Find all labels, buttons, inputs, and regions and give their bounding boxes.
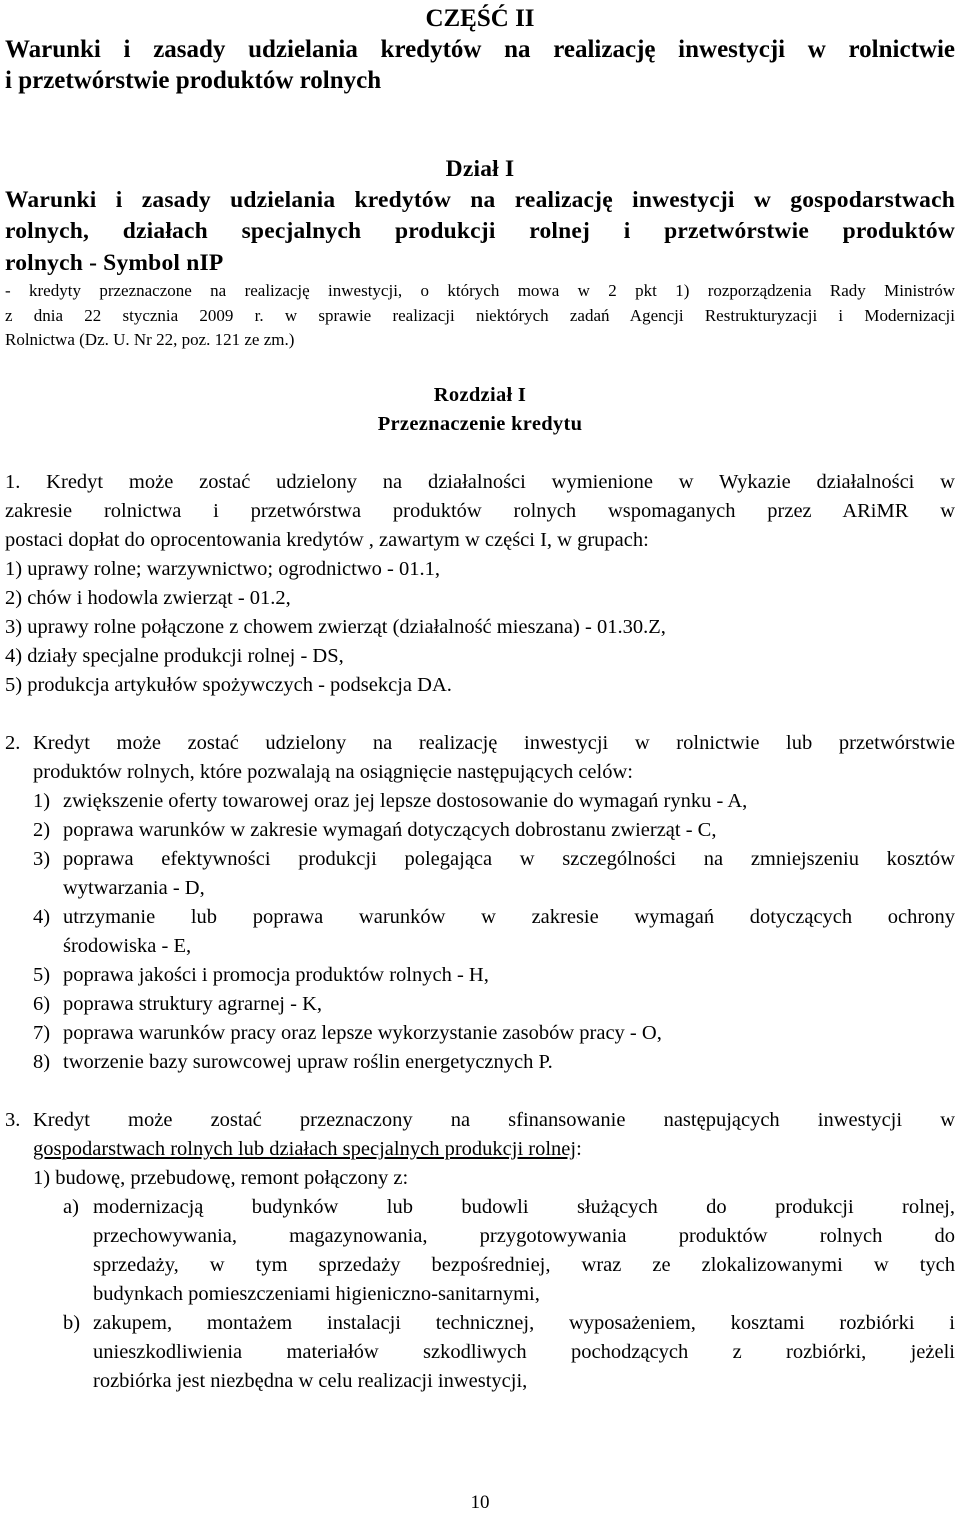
- p1-item-1: 1) uprawy rolne; warzywnictwo; ogrodnictwo - 01.1,: [5, 558, 440, 580]
- section-subtitle-line-3: rolnych - Symbol nIP: [5, 250, 224, 276]
- note-line-2: z dnia 22 stycznia 2009 r. w sprawie realizacji niektórych zadań Agencji Restrukturyzacji i Modernizacji: [5, 306, 955, 325]
- p3-number: 3.: [5, 1109, 21, 1131]
- p2-item-5: poprawa jakości i promocja produktów rolnych - H,: [63, 964, 489, 986]
- p2-item-6-number: 6): [33, 993, 51, 1015]
- page-number: 10: [470, 1492, 490, 1513]
- p3-item-1: 1) budowę, przebudowę, remont połączony z:: [33, 1167, 409, 1189]
- p2-item-3-number: 3): [33, 848, 51, 870]
- p2-item-3-line-2: wytwarzania - D,: [63, 877, 205, 899]
- p2-item-5-number: 5): [33, 964, 51, 986]
- p2-line-2: produktów rolnych, które pozwalają na osiągnięcie następujących celów:: [33, 761, 633, 783]
- p2-item-8: tworzenie bazy surowcowej upraw roślin energetycznych P.: [63, 1051, 553, 1073]
- p2-item-6: poprawa struktury agrarnej - K,: [63, 993, 323, 1015]
- p1-item-4: 4) działy specjalne produkcji rolnej - DS,: [5, 645, 344, 667]
- p3-subitem-a-letter: a): [63, 1196, 79, 1218]
- p3-line-2: [33, 1139, 960, 1160]
- note-line-1: - kredyty przeznaczone na realizację inwestycji, o których mowa w 2 pkt 1) rozporządzenia Rady Ministrów: [5, 281, 955, 300]
- p2-item-1: zwiększenie oferty towarowej oraz jej lepsze dostosowanie do wymagań rynku - A,: [63, 790, 748, 812]
- part-title: CZĘŚĆ II: [425, 5, 535, 32]
- chapter-title: Rozdział I: [433, 384, 527, 406]
- p1-item-3: 3) uprawy rolne połączone z chowem zwierząt (działalność mieszana) - 01.30.Z,: [5, 616, 666, 638]
- p2-item-8-number: 8): [33, 1051, 51, 1073]
- chapter-subtitle: Przeznaczenie kredytu: [377, 413, 583, 435]
- p2-item-2: poprawa warunków w zakresie wymagań dotyczących dobrostanu zwierząt - C,: [63, 819, 717, 841]
- p3-subitem-b-letter: b): [63, 1312, 81, 1334]
- p3-underlined-phrase: gospodarstwach rolnych lub działach specjalnych produkcji rolnej: [33, 1138, 577, 1160]
- section-subtitle-line-1: Warunki i zasady udzielania kredytów na realizację inwestycji w gospodarstwach: [5, 187, 955, 213]
- p3-subitem-b-line-1: zakupem, montażem instalacji technicznej, wyposażeniem, kosztami rozbiórki i: [93, 1312, 955, 1334]
- p1-line-2: zakresie rolnictwa i przetwórstwa produktów rolnych wspomaganych przez ARiMR w: [5, 500, 955, 522]
- p3-subitem-b-line-3: rozbiórka jest niezbędna w celu realizacji inwestycji,: [93, 1370, 528, 1392]
- section-subtitle-line-2: rolnych, działach specjalnych produkcji rolnej i przetwórstwie produktów: [5, 218, 955, 244]
- p1-item-5: 5) produkcja artykułów spożywczych - podsekcja DA.: [5, 674, 452, 696]
- p2-line-1: Kredyt może zostać udzielony na realizację inwestycji w rolnictwie lub przetwórstwie: [33, 732, 955, 754]
- p2-item-3-line-1: poprawa efektywności produkcji polegająca w szczególności na zmniejszeniu kosztów: [63, 848, 955, 870]
- p2-item-7: poprawa warunków pracy oraz lepsze wykorzystanie zasobów pracy - O,: [63, 1022, 662, 1044]
- p1-item-2: 2) chów i hodowla zwierząt - 01.2,: [5, 587, 291, 609]
- p3-subitem-a-line-2: przechowywania, magazynowania, przygotowywania produktów rolnych do: [93, 1225, 955, 1247]
- p1-line-3: postaci dopłat do oprocentowania kredytów , zawartym w części I, w grupach:: [5, 529, 649, 551]
- p3-line-1: Kredyt może zostać przeznaczony na sfinansowanie następujących inwestycji w: [33, 1109, 955, 1131]
- part-subtitle-line-1: Warunki i zasady udzielania kredytów na realizację inwestycji w rolnictwie: [5, 36, 955, 63]
- p3-subitem-a-line-1: modernizacją budynków lub budowli służących do produkcji rolnej,: [93, 1196, 955, 1218]
- part-subtitle-line-2: i przetwórstwie produktów rolnych: [5, 67, 382, 94]
- section-title: Dział I: [445, 156, 515, 182]
- p2-item-4-line-1: utrzymanie lub poprawa warunków w zakresie wymagań dotyczących ochrony: [63, 906, 955, 928]
- p2-item-7-number: 7): [33, 1022, 51, 1044]
- p3-subitem-a-line-4: budynkach pomieszczeniami higieniczno-sanitarnymi,: [93, 1283, 540, 1305]
- p2-item-1-number: 1): [33, 790, 51, 812]
- p2-item-2-number: 2): [33, 819, 51, 841]
- note-line-3: Rolnictwa (Dz. U. Nr 22, poz. 121 ze zm.): [5, 330, 295, 349]
- p2-item-4-line-2: środowiska - E,: [63, 935, 192, 957]
- p2-item-4-number: 4): [33, 906, 51, 928]
- p2-number: 2.: [5, 732, 21, 754]
- p3-line-2-tail: :: [576, 1138, 582, 1160]
- p3-subitem-a-line-3: sprzedaży, w tym sprzedaży bezpośredniej, wraz ze zlokalizowanymi w tych: [93, 1254, 955, 1276]
- p3-subitem-b-line-2: unieszkodliwienia materiałów szkodliwych pochodzących z rozbiórki, jeżeli: [93, 1341, 955, 1363]
- p1-line-1: 1. Kredyt może zostać udzielony na działalności wymienione w Wykazie działalności w: [5, 471, 955, 493]
